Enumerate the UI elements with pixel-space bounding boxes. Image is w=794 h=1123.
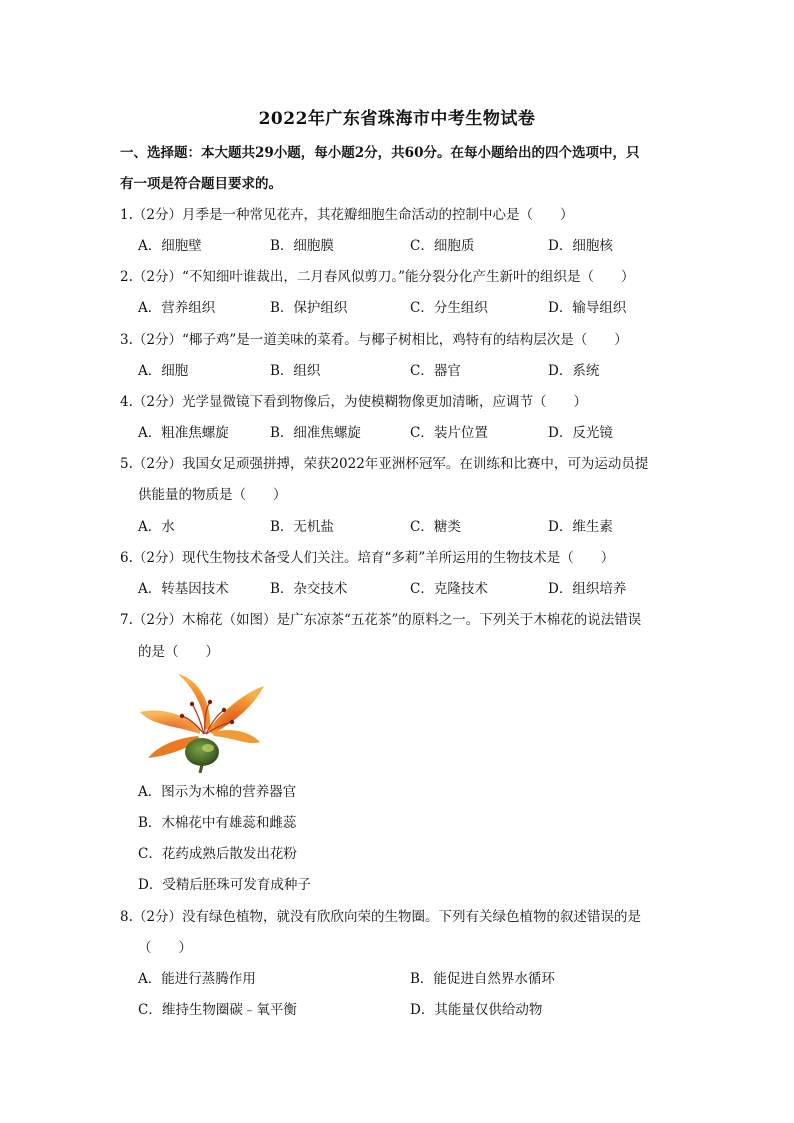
question-6-stem: 6.（2分）现代生物技术备受人们关注。培育“多莉”羊所运用的生物技术是（ ） [120,550,615,566]
question-8-option-c[interactable]: C．维持生物圈碳﹣氧平衡 [138,1002,297,1018]
question-4-option-a[interactable]: A．粗准焦螺旋 [138,425,229,441]
question-4-option-b[interactable]: B．细准焦螺旋 [270,425,361,441]
question-2-option-b[interactable]: B．保护组织 [270,300,348,316]
question-3-option-c[interactable]: C．器官 [410,363,461,379]
question-3-stem: 3.（2分）“椰子鸡”是一道美味的菜肴。与椰子树相比，鸡特有的结构层次是（ ） [120,332,628,348]
question-5-stem: 5.（2分）我国女足顽强拼搏，荣获2022年亚洲杯冠军。在训练和比赛中，可为运动员提 [120,456,649,472]
question-7-option-b[interactable]: B．木棉花中有雄蕊和雌蕊 [138,815,297,831]
question-1-option-b[interactable]: B．细胞膜 [270,238,334,254]
question-8-options-row-1 [138,964,678,995]
question-2-option-d[interactable]: D．输导组织 [548,300,627,316]
page-title: 2022年广东省珠海市中考生物试卷 [258,109,536,129]
question-1-stem: 1.（2分）月季是一种常见花卉，其花瓣细胞生命活动的控制中心是（ ） [120,207,574,223]
question-8-stem-continued: （ ） [138,940,192,956]
question-7-stem: 7.（2分）木棉花（如图）是广东凉茶“五花茶”的原料之一。下列关于木棉花的说法错误 [120,612,642,628]
kapok-flower-image [138,668,268,773]
question-5-option-b[interactable]: B．无机盐 [270,519,334,535]
section-heading [120,138,680,200]
question-2-stem: 2.（2分）“不知细叶谁裁出，二月春风似剪刀。”能分裂分化产生新叶的组织是（ ） [120,269,635,285]
question-7-option-a[interactable]: A．图示为木棉的营养器官 [138,784,297,800]
question-2-options [138,293,678,324]
question-7-stem-continued: 的是（ ） [138,644,219,660]
question-1-options [138,231,678,262]
question-2-option-a[interactable]: A．营养组织 [138,300,216,316]
question-1-option-c[interactable]: C．细胞质 [410,238,475,254]
question-3-options [138,356,678,387]
question-6-option-d[interactable]: D．组织培养 [548,581,627,597]
question-5-options [138,512,678,543]
section-line-1: 一、选择题：本大题共29小题，每小题2分，共60分。在每小题给出的四个选项中，只 [120,145,640,161]
question-7-option-d[interactable]: D．受精后胚珠可发育成种子 [138,877,311,893]
question-4-option-c[interactable]: C．装片位置 [410,425,488,441]
section-line-2: 有一项是符合题目要求的。 [120,176,282,192]
question-8-option-b[interactable]: B．能促进自然界水循环 [410,971,555,987]
question-5-option-a[interactable]: A．水 [138,519,175,535]
question-8-stem: 8.（2分）没有绿色植物，就没有欣欣向荣的生物圈。下列有关绿色植物的叙述错误的是 [120,909,641,925]
question-5-stem-continued: 供能量的物质是（ ） [138,487,287,503]
question-4-stem: 4.（2分）光学显微镜下看到物像后，为使模糊物像更加清晰，应调节（ ） [120,394,587,410]
question-4-options [138,418,678,449]
question-8-option-a[interactable]: A．能进行蒸腾作用 [138,971,256,987]
question-1-option-a[interactable]: A．细胞壁 [138,238,202,254]
question-6-option-b[interactable]: B．杂交技术 [270,581,348,597]
question-4-option-d[interactable]: D．反光镜 [548,425,613,441]
question-6-options [138,574,678,605]
question-3-option-a[interactable]: A．细胞 [138,363,189,379]
question-1-option-d[interactable]: D．细胞核 [548,238,613,254]
question-6-option-a[interactable]: A．转基因技术 [138,581,229,597]
question-8-options-row-2 [138,995,678,1026]
question-5-option-d[interactable]: D．维生素 [548,519,613,535]
question-7-option-c[interactable]: C．花药成熟后散发出花粉 [138,846,297,862]
question-3-option-b[interactable]: B．组织 [270,363,321,379]
question-5-option-c[interactable]: C．糖类 [410,519,461,535]
question-8-option-d[interactable]: D．其能量仅供给动物 [410,1002,543,1018]
question-3-option-d[interactable]: D．系统 [548,363,600,379]
question-6-option-c[interactable]: C．克隆技术 [410,581,488,597]
question-2-option-c[interactable]: C．分生组织 [410,300,488,316]
